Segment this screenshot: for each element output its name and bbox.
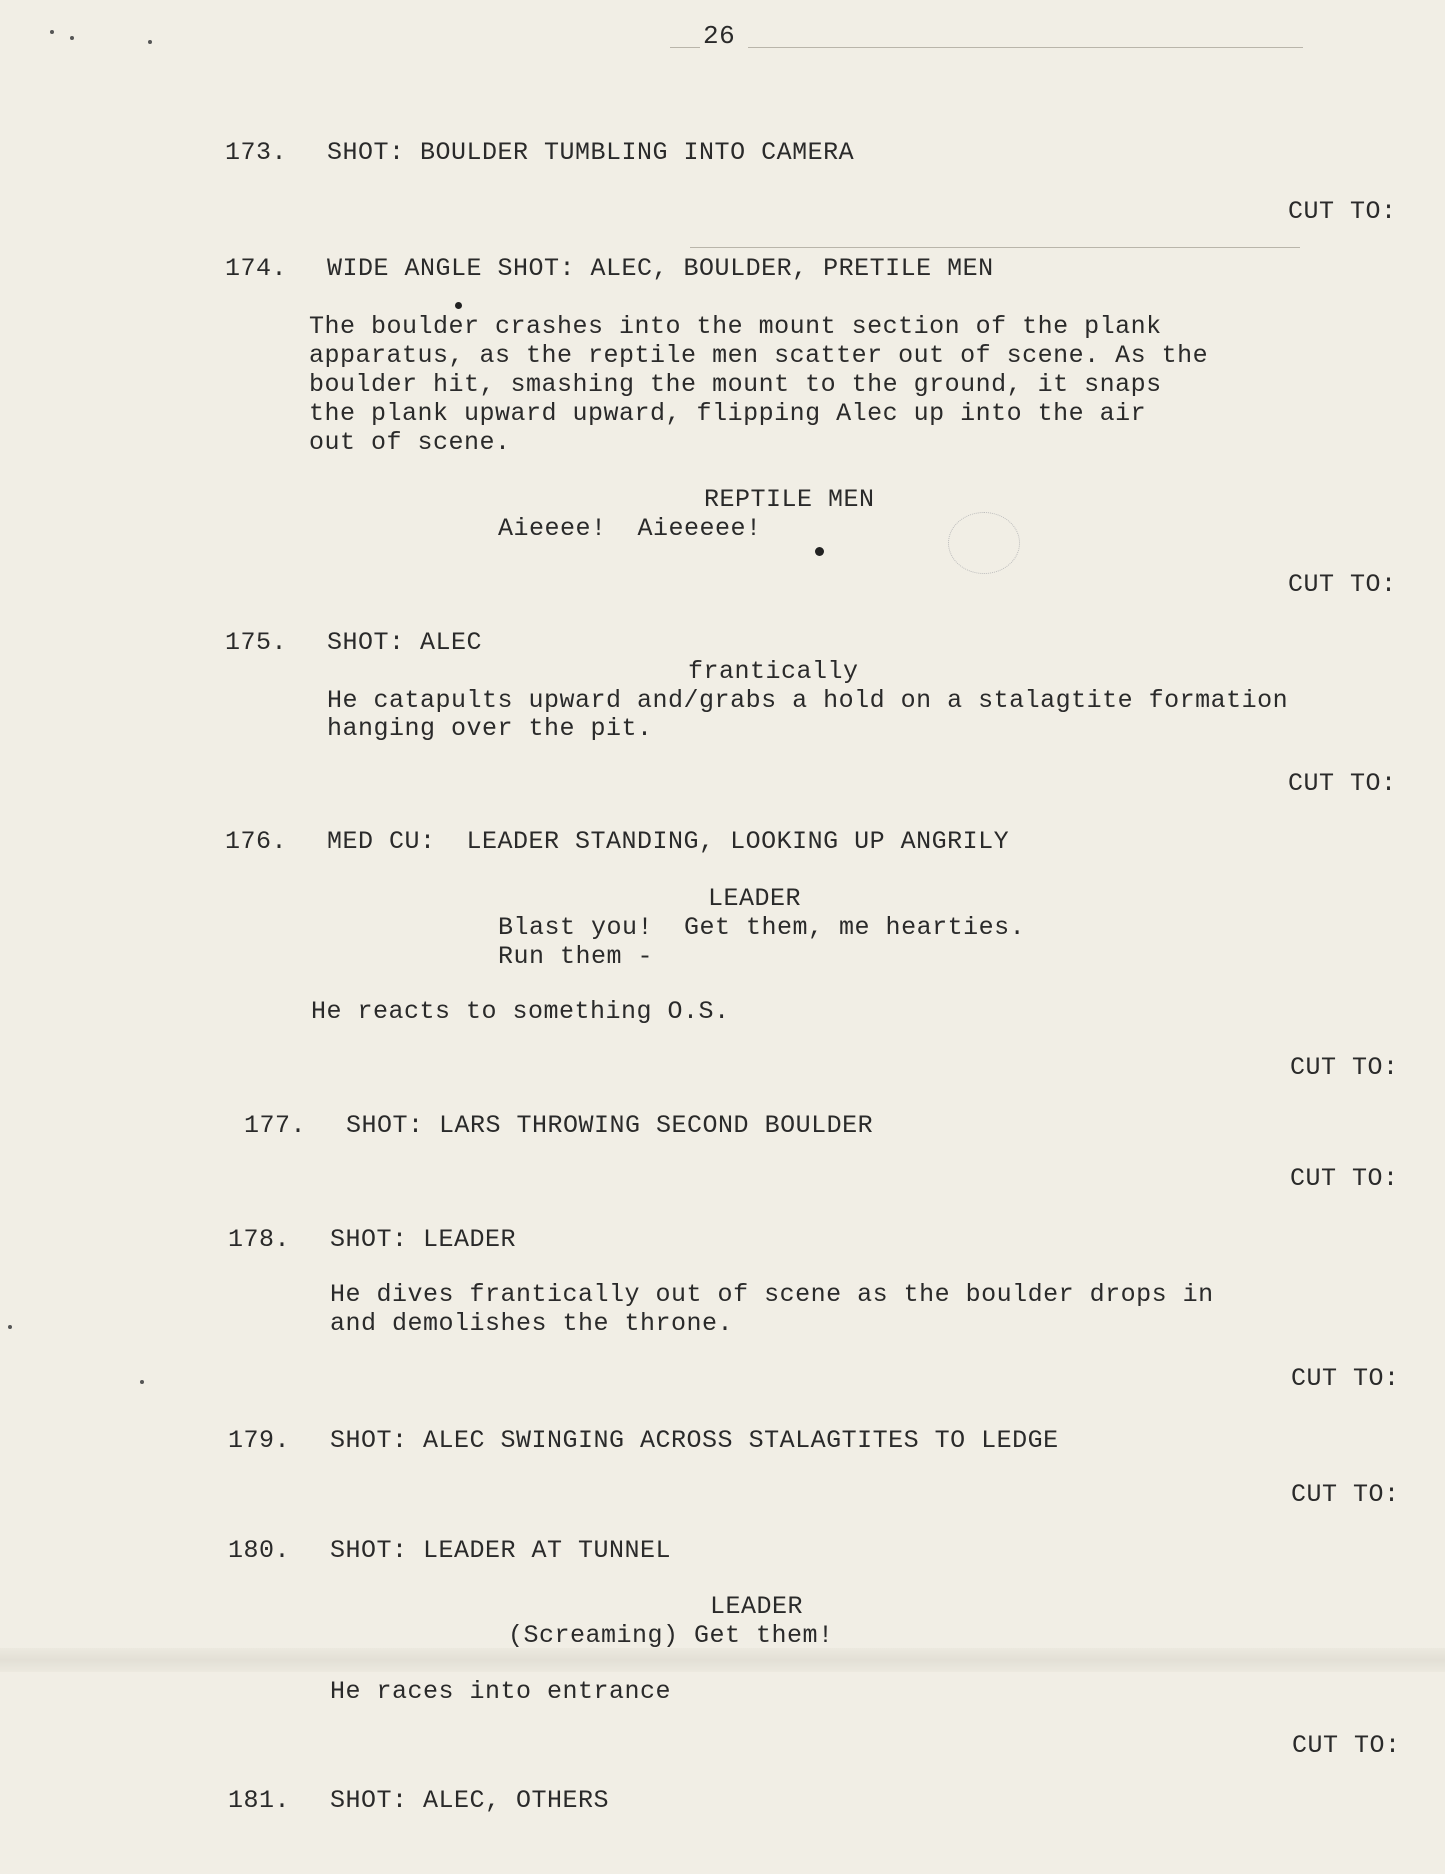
page-rule — [748, 47, 1303, 48]
shot-number: 179. — [228, 1426, 291, 1455]
speck — [140, 1380, 144, 1384]
shot-number: 175. — [225, 628, 288, 657]
transition: CUT TO: — [1290, 1053, 1399, 1082]
shot-number: 173. — [225, 138, 288, 167]
smudge — [948, 512, 1020, 574]
action-line: apparatus, as the reptile men scatter out of scene. As the — [309, 341, 1209, 370]
transition: CUT TO: — [1288, 570, 1397, 599]
action-line: He races into entrance — [330, 1677, 672, 1706]
shot-heading: SHOT: ALEC, OTHERS — [330, 1786, 610, 1815]
shot-heading: SHOT: LARS THROWING SECOND BOULDER — [346, 1111, 874, 1140]
shot-heading: SHOT: LEADER — [330, 1225, 517, 1254]
shot-heading: SHOT: ALEC SWINGING ACROSS STALAGTITES TO LEDGE — [330, 1426, 1059, 1455]
handwritten-insert: frantically — [688, 657, 859, 686]
action-line: The boulder crashes into the mount section of the plank — [309, 312, 1162, 341]
dialogue-line: Run them - — [498, 942, 654, 971]
shot-number: 181. — [228, 1786, 291, 1815]
shot-heading: MED CU: LEADER STANDING, LOOKING UP ANGRILY — [327, 827, 1010, 856]
page-rule — [670, 47, 700, 48]
transition: CUT TO: — [1292, 1731, 1401, 1760]
shot-number: 180. — [228, 1536, 291, 1565]
transition: CUT TO: — [1288, 197, 1397, 226]
transition: CUT TO: — [1290, 1164, 1399, 1193]
page-number: 26 — [703, 21, 736, 51]
shot-number: 178. — [228, 1225, 291, 1254]
transition: CUT TO: — [1291, 1364, 1400, 1393]
transition: CUT TO: — [1288, 769, 1397, 798]
action-line: He catapults upward and/grabs a hold on a stalagtite formation — [327, 686, 1289, 715]
shot-heading: SHOT: BOULDER TUMBLING INTO CAMERA — [327, 138, 855, 167]
dialogue-line: (Screaming) Get them! — [508, 1621, 834, 1650]
action-line: the plank upward upward, flipping Alec up into the air — [309, 399, 1147, 428]
shot-number: 176. — [225, 827, 288, 856]
action-line: He reacts to something O.S. — [311, 997, 730, 1026]
action-line: and demolishes the throne. — [330, 1309, 734, 1338]
character-name: LEADER — [710, 1592, 804, 1621]
scan-band — [0, 1648, 1445, 1672]
dialogue-line: Aieeee! Aieeeee! — [498, 514, 762, 543]
action-line: hanging over the pit. — [327, 714, 653, 743]
action-line: He dives frantically out of scene as the boulder drops in — [330, 1280, 1214, 1309]
speck — [8, 1325, 12, 1329]
ink-blot — [455, 302, 462, 309]
character-name: REPTILE MEN — [704, 485, 875, 514]
speck — [148, 40, 152, 44]
speck — [50, 30, 54, 34]
transition: CUT TO: — [1291, 1480, 1400, 1509]
character-name: LEADER — [708, 884, 802, 913]
shot-heading: SHOT: ALEC — [327, 628, 483, 657]
dialogue-line: Blast you! Get them, me hearties. — [498, 913, 1026, 942]
shot-number: 174. — [225, 254, 288, 283]
shot-heading: SHOT: LEADER AT TUNNEL — [330, 1536, 672, 1565]
action-line: out of scene. — [309, 428, 511, 457]
shot-number: 177. — [244, 1111, 307, 1140]
shot-heading: WIDE ANGLE SHOT: ALEC, BOULDER, PRETILE MEN — [327, 254, 994, 283]
action-line: boulder hit, smashing the mount to the ground, it snaps — [309, 370, 1162, 399]
speck — [70, 36, 74, 40]
page-rule — [690, 247, 1300, 248]
ink-blot — [815, 547, 824, 556]
